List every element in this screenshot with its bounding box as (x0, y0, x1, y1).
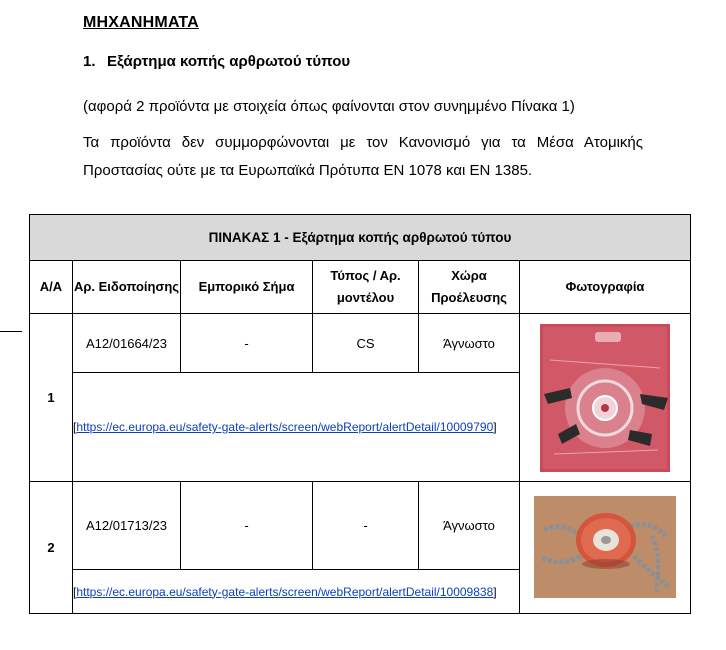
notification-number: A12/01713/23 (73, 481, 181, 569)
table-title-row (30, 215, 691, 261)
section-title-text: Εξάρτημα κοπής αρθρωτού τύπου (107, 53, 351, 70)
margin-marker-line (0, 331, 22, 332)
photo-cell (520, 481, 691, 613)
header-aa: Α/Α (30, 260, 73, 314)
header-brand: Εμπορικό Σήμα (181, 260, 313, 314)
alert-link[interactable]: https://ec.europa.eu/safety-gate-alerts/screen/webReport/alertDetail/10009790 (76, 420, 494, 435)
brand-value: - (181, 481, 313, 569)
header-origin: Χώρα Προέλευσης (419, 260, 520, 314)
origin-value: Άγνωστο (419, 481, 520, 569)
pink-packaged-cutting-disc-photo (540, 324, 670, 472)
alert-link-cell (73, 570, 520, 614)
non-compliance-statement: Τα προϊόντα δεν συμμορφώνονται με τον Κανονισμό για τα Μέσα Ατομικής Προστασίας ούτε με τα Ευρωπαϊκά Πρότυπα ΕΝ 1078 και ΕΝ 1385. (83, 134, 643, 179)
alert-link-wrapper: [https://ec.europa.eu/safety-gate-alerts/screen/webReport/alertDetail/10009790] (73, 420, 497, 435)
type-value: CS (313, 314, 419, 373)
table-header-row (30, 260, 691, 314)
notification-number: A12/01664/23 (73, 314, 181, 373)
type-value: - (313, 481, 419, 569)
section-title (83, 53, 350, 70)
alert-link-cell (73, 373, 520, 482)
products-table (29, 214, 691, 614)
section-number: 1. (83, 53, 96, 70)
photo-cell (520, 314, 691, 482)
header-notification: Αρ. Ειδοποίησης (73, 260, 181, 314)
table-title: ΠΙΝΑΚΑΣ 1 - Εξάρτημα κοπής αρθρωτού τύπου (30, 215, 691, 261)
table-row (30, 314, 691, 373)
row-number: 1 (30, 314, 73, 482)
products-note: (αφορά 2 προϊόντα με στοιχεία όπως φαίνονται στον συνημμένο Πίνακα 1) (83, 98, 575, 115)
row-number: 2 (30, 481, 73, 613)
table-row (30, 481, 691, 569)
document-heading: ΜΗΧΑΝΗΜΑΤΑ (83, 14, 199, 31)
header-type: Τύπος / Αρ. μοντέλου (313, 260, 419, 314)
alert-link-wrapper: [https://ec.europa.eu/safety-gate-alerts/screen/webReport/alertDetail/10009838] (73, 584, 497, 599)
brand-value: - (181, 314, 313, 373)
chain-trimmer-head-photo (534, 496, 676, 598)
alert-link[interactable]: https://ec.europa.eu/safety-gate-alerts/screen/webReport/alertDetail/10009838 (76, 584, 494, 599)
header-photo: Φωτογραφία (520, 260, 691, 314)
origin-value: Άγνωστο (419, 314, 520, 373)
